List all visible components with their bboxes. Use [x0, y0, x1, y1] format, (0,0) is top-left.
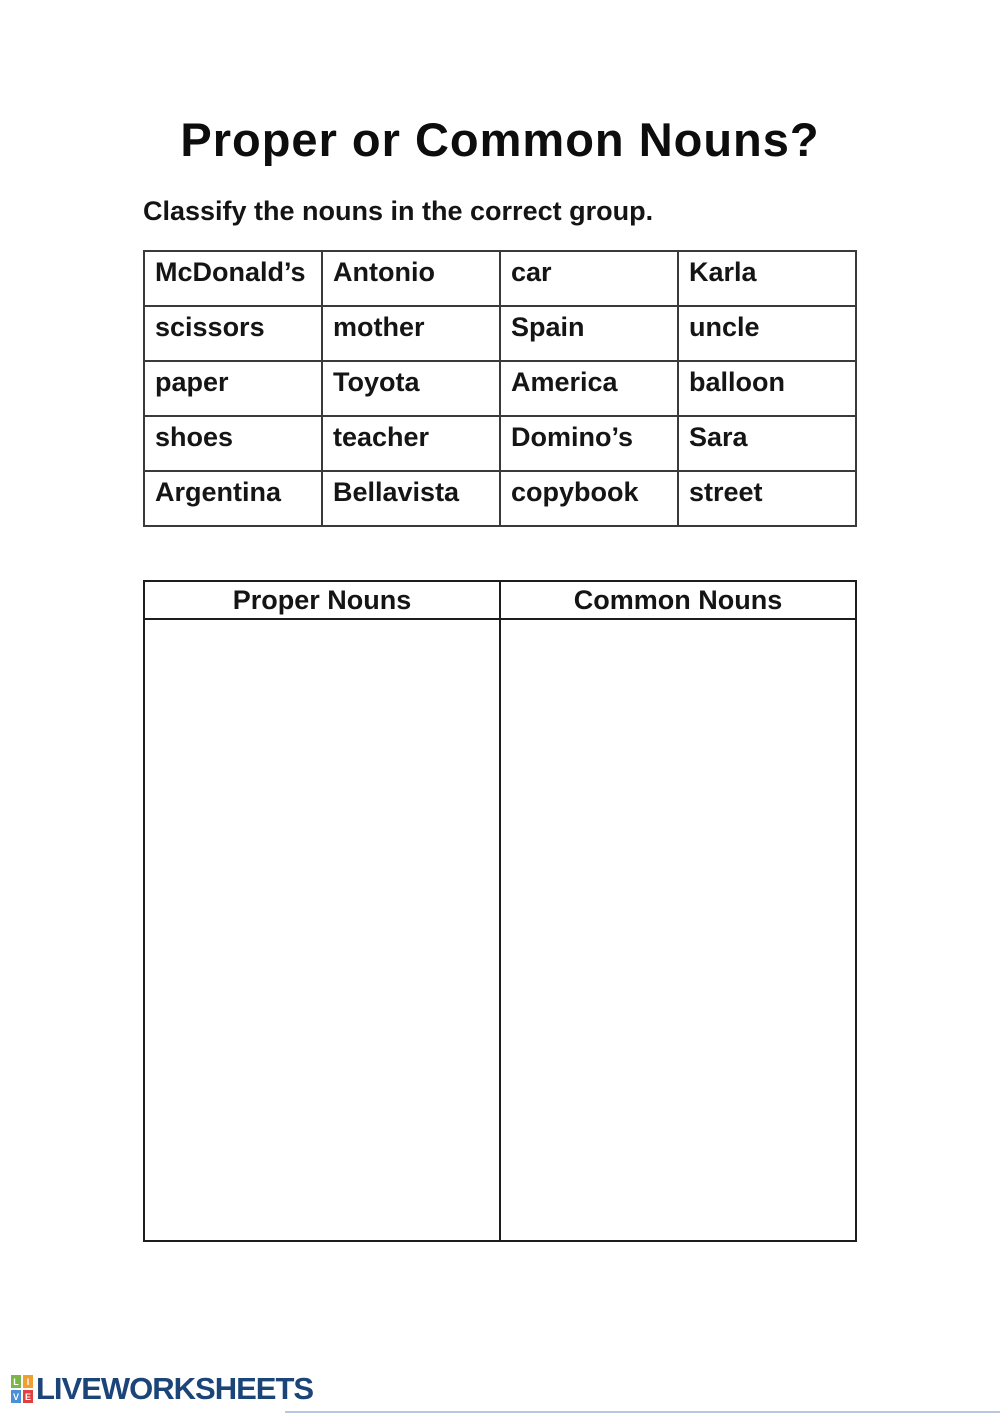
word-bank-row — [144, 306, 856, 361]
logo-square: L — [10, 1374, 22, 1389]
word-bank-row — [144, 361, 856, 416]
liveworksheets-logo[interactable] — [10, 1371, 314, 1406]
word-cell[interactable]: scissors — [144, 306, 322, 361]
classification-header-row — [144, 581, 856, 619]
word-cell[interactable]: balloon — [678, 361, 856, 416]
word-cell[interactable]: America — [500, 361, 678, 416]
word-cell[interactable]: shoes — [144, 416, 322, 471]
classification-answer-row — [144, 619, 856, 1241]
liveworksheets-logo-icon — [10, 1374, 34, 1404]
word-cell[interactable]: Karla — [678, 251, 856, 306]
classification-table — [143, 580, 857, 1242]
word-cell[interactable]: car — [500, 251, 678, 306]
proper-nouns-header: Proper Nouns — [144, 581, 500, 619]
word-cell[interactable]: Antonio — [322, 251, 500, 306]
word-cell[interactable]: paper — [144, 361, 322, 416]
word-cell[interactable]: uncle — [678, 306, 856, 361]
word-cell[interactable]: teacher — [322, 416, 500, 471]
word-cell[interactable]: Spain — [500, 306, 678, 361]
logo-square: V — [10, 1389, 22, 1404]
word-bank-row — [144, 471, 856, 526]
word-cell[interactable]: McDonald’s — [144, 251, 322, 306]
proper-nouns-dropzone[interactable] — [144, 619, 500, 1241]
word-bank-row — [144, 251, 856, 306]
logo-square: E — [22, 1389, 34, 1404]
word-bank-table — [143, 250, 857, 527]
word-cell[interactable]: Bellavista — [322, 471, 500, 526]
common-nouns-dropzone[interactable] — [500, 619, 856, 1241]
word-cell[interactable]: copybook — [500, 471, 678, 526]
brand-text: LIVEWORKSHEETS — [36, 1371, 314, 1406]
word-cell[interactable]: mother — [322, 306, 500, 361]
word-cell[interactable]: Toyota — [322, 361, 500, 416]
common-nouns-header: Common Nouns — [500, 581, 856, 619]
word-cell[interactable]: Argentina — [144, 471, 322, 526]
word-cell[interactable]: street — [678, 471, 856, 526]
page-title: Proper or Common Nouns? — [180, 113, 820, 166]
logo-square: I — [22, 1374, 34, 1389]
word-cell[interactable]: Sara — [678, 416, 856, 471]
word-bank-row — [144, 416, 856, 471]
instruction-text: Classify the nouns in the correct group. — [143, 196, 654, 226]
word-cell[interactable]: Domino’s — [500, 416, 678, 471]
